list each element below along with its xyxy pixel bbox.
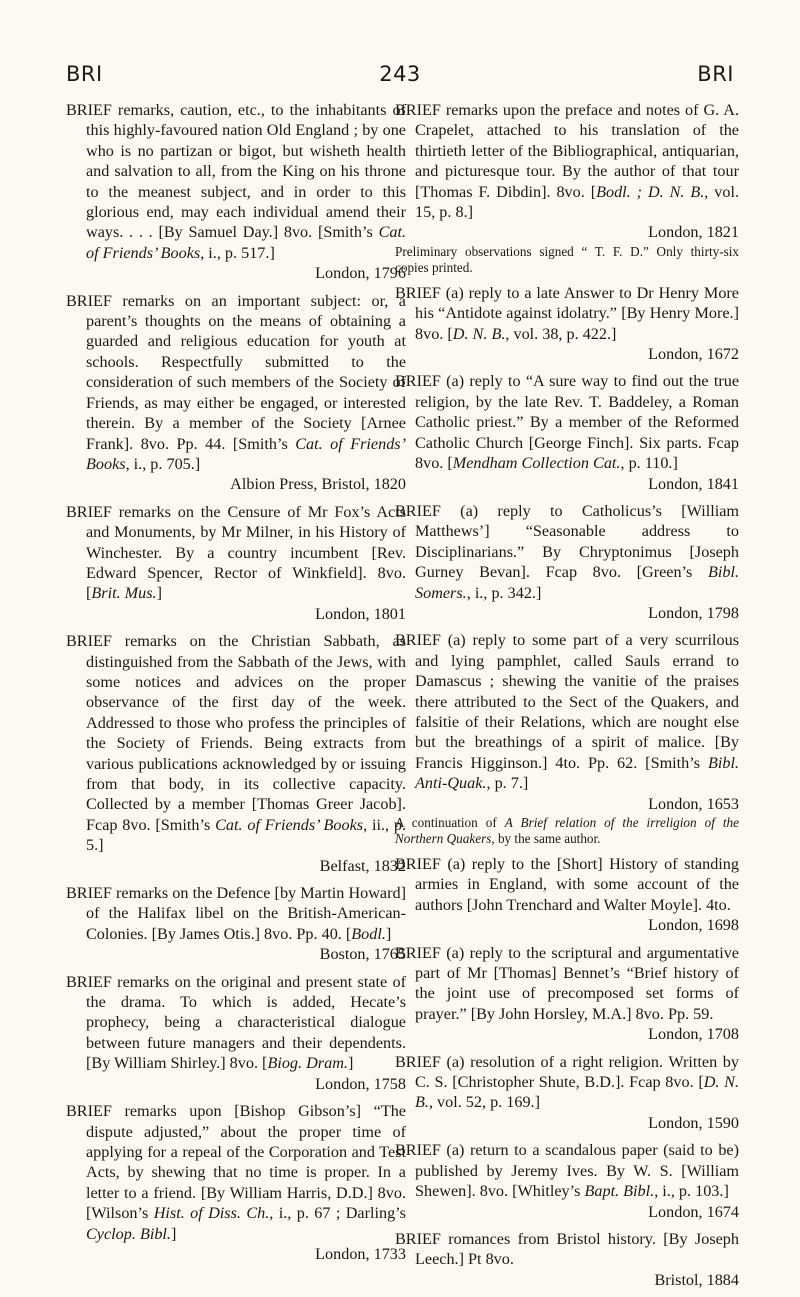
entry-r2: BRIEF (a) reply to a late Answer to Dr Henry More his “Antidote against idolatry.” [By Henry More.] 8vo. [D. N. B., vol. 38, p. 422.] London, 1672 (395, 283, 739, 364)
entry-l4: BRIEF remarks on the Christian Sabbath, as distinguished from the Sabbath of the Jews, with some notices and advices on the proper observance of the first day of the week. Addressed to those who profess the principles of the Society of Friends. Being extracts from various publications acknowledged by or issuing from that body, in its collective capacity. Collected by a member [Thomas Greer Jacob]. Fcap 8vo. [Smith’s Cat. of Friends’ Books, ii., p. 5.] Belfast, 1832 (66, 632, 406, 875)
entry-note: A continuation of A Brief relation of the irreligion of the Northern Quakers, by the same author. (395, 815, 739, 846)
entry-imprint: London, 1674 (648, 1202, 739, 1221)
entry-imprint: Albion Press, Bristol, 1820 (230, 475, 406, 494)
header-left-guide: BRI (66, 62, 103, 86)
left-column (66, 100, 406, 1271)
entry-r1: BRIEF remarks upon the preface and notes of G. A. Crapelet, attached to his translation of the thirtieth letter of the Bibliographical, antiquarian, and picturesque tour. By the author of that tour [Thomas F. Dibdin]. 8vo. [Bodl. ; D. N. B., vol. 15, p. 8.] London, 1821 Preliminary observations signed “ T. F. D.” Only thirty-six copies printed. (395, 101, 739, 275)
entry-imprint: London, 1590 (648, 1113, 739, 1132)
entry-imprint: London, 1708 (648, 1025, 739, 1044)
entry-r4: BRIEF (a) reply to Catholicus’s [William Matthews’] “Seasonable address to Disciplinarians.” By Chryptonimus [Joseph Gurney Bevan]. Fcap 8vo. [Green’s Bibl. Somers., i., p. 342.] London, 1798 (395, 501, 739, 622)
entry-r10: BRIEF romances from Bristol history. [By Joseph Leech.] Pt 8vo. Bristol, 1884 (395, 1229, 739, 1289)
entry-imprint: London, 1698 (648, 916, 739, 935)
entry-r9: BRIEF (a) return to a scandalous paper (said to be) published by Jeremy Ives. By W. S. [William Shewen]. 8vo. [Whitley’s Bapt. Bibl., i., p. 103.] London, 1674 (395, 1141, 739, 1221)
entry-imprint: London, 1653 (648, 794, 739, 813)
entry-l2: BRIEF remarks on an important subject: or, a parent’s thoughts on the means of obtaining a guarded and religious education for youth at schools. Respectfully submitted to the consideration of such members of the Society of Friends, as may either be engaged, or interested therein. By a member of the Society [Arnee Frank]. 8vo. Pp. 44. [Smith’s Cat. of Friends’ Books, i., p. 705.] Albion Press, Bristol, 1820 (66, 291, 406, 494)
page-number: 243 (379, 62, 421, 86)
entry-l5: BRIEF remarks on the Defence [by Martin Howard] of the Halifax libel on the British-American-Colonies. [By James Otis.] 8vo. Pp. 40. [Bodl.] Boston, 1765 (66, 884, 406, 964)
entry-imprint: Belfast, 1832 (319, 856, 406, 875)
entry-imprint: London, 1821 (648, 223, 739, 242)
entry-imprint: Boston, 1765 (319, 945, 406, 964)
entry-l7: BRIEF remarks upon [Bishop Gibson’s] “The dispute adjusted,” about the proper time of applying for a repeal of the Corporation and Test Acts, by shewing that no time is proper. In a letter to a friend. [By William Harris, D.D.] 8vo. [Wilson’s Hist. of Diss. Ch., i., p. 67 ; Darling’s Cyclop. Bibl.] London, 1733 (66, 1102, 406, 1263)
entry-r3: BRIEF (a) reply to “A sure way to find out the true religion, by the late Rev. T. Baddeley, a Roman Catholic priest.” By a member of the Reformed Catholic Church [George Finch]. Six parts. Fcap 8vo. [Mendham Collection Cat., p. 110.] London, 1841 (395, 372, 739, 493)
running-header (0, 62, 800, 92)
entry-imprint: Bristol, 1884 (654, 1270, 739, 1289)
entry-note: Preliminary observations signed “ T. F. D.” Only thirty-six copies printed. (395, 243, 739, 275)
entry-r8: BRIEF (a) resolution of a right religion. Written by C. S. [Christopher Shute, B.D.]. Fcap 8vo. [D. N. B., vol. 52, p. 169.] London, 1590 (395, 1052, 739, 1132)
entry-r5: BRIEF (a) reply to some part of a very scurrilous and lying pamphlet, called Sauls errand to Damascus ; shewing the vanitie of the praises there attributed to the Sect of the Quakers, and falsitie of their Relations, which are nought else but the breathings of a spirit of malice. [By Francis Higginson.] 4to. Pp. 62. [Smith’s Bibl. Anti-Quak., p. 7.] London, 1653 A continuation of A Brief relation of the irreligion of the Northern Quakers, by the same author. (395, 631, 739, 846)
entry-imprint: London, 1796 (315, 264, 406, 283)
entry-l1: BRIEF remarks, caution, etc., to the inhabitants of this highly-favoured nation Old England ; by one who is no partizan or bigot, but wisheth health and salvation to all, from the King on his throne to the meanest subject, and in order to this glorious end, may each individual amend their ways. . . . [By Samuel Day.] 8vo. [Smith’s Cat. of Friends’ Books, i., p. 517.] London, 1796 (66, 101, 406, 283)
entry-r7: BRIEF (a) reply to the scriptural and argumentative part of Mr [Thomas] Bennet’s “Brief history of the joint use of precomposed set forms of prayer.” [By John Horsley, M.A.] 8vo. Pp. 59. London, 1708 (395, 943, 739, 1044)
entry-imprint: London, 1672 (648, 345, 739, 364)
header-right-guide: BRI (697, 62, 734, 86)
entry-imprint: London, 1758 (315, 1074, 406, 1093)
entry-l3: BRIEF remarks on the Censure of Mr Fox’s Acts and Monuments, by Mr Milner, in his History of Winchester. By a country incumbent [Rev. Edward Spencer, Rector of Winkfield]. 8vo. [Brit. Mus.] London, 1801 (66, 502, 406, 623)
entry-l6: BRIEF remarks on the original and present state of the drama. To which is added, Hecate’s prophecy, being a characteristical dialogue between future managers and their dependents. [By William Shirley.] 8vo. [Biog. Dram.] London, 1758 (66, 972, 406, 1093)
entry-imprint: London, 1733 (315, 1244, 406, 1263)
entry-imprint: London, 1798 (648, 603, 739, 622)
entry-imprint: London, 1841 (648, 474, 739, 493)
right-column (395, 100, 739, 1297)
entry-r6: BRIEF (a) reply to the [Short] History of standing armies in England, with some account of the authors [John Trenchard and Walter Moyle]. 4to. London, 1698 (395, 855, 739, 935)
entry-imprint: London, 1801 (315, 604, 406, 623)
